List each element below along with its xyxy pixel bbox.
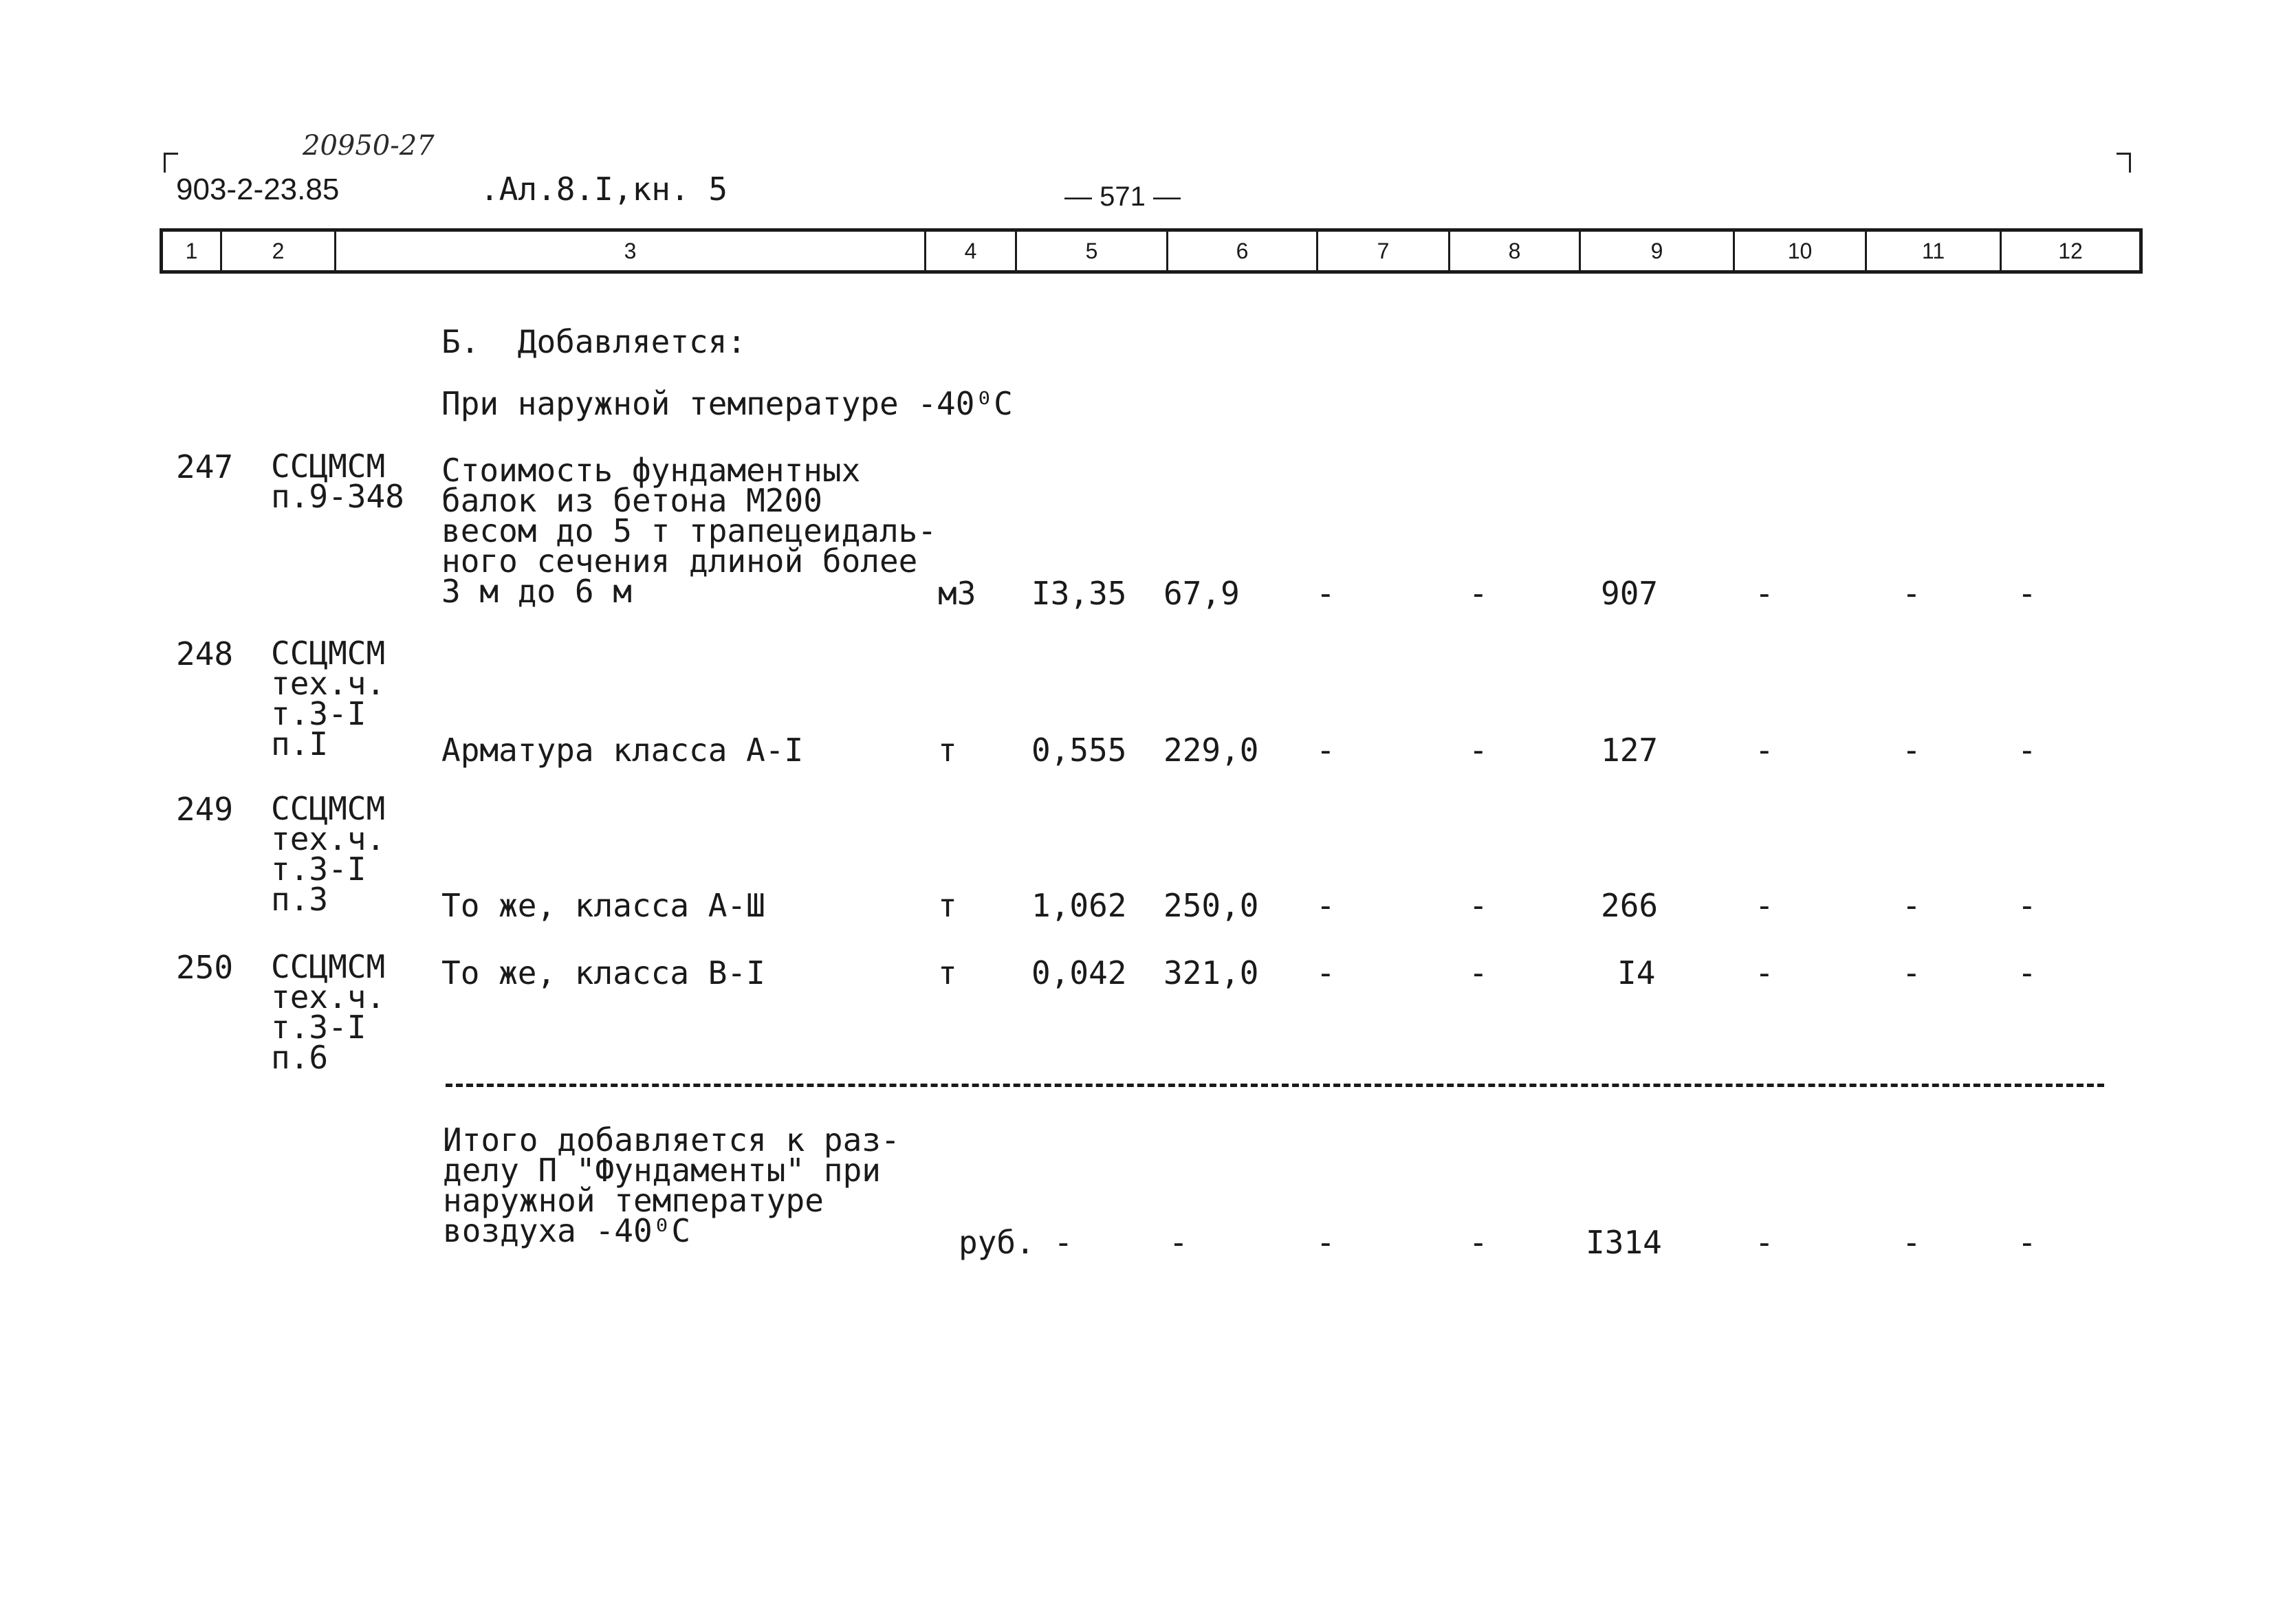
column-number: 4	[926, 232, 1017, 270]
row-col8: -	[1469, 575, 1488, 612]
row-unit: м3	[938, 575, 976, 612]
row-col8: -	[1469, 732, 1488, 769]
column-number: 5	[1017, 232, 1168, 270]
row-col12: -	[2018, 575, 2037, 612]
column-number-row	[160, 228, 2143, 274]
column-number: 3	[336, 232, 926, 270]
total-amount: I314	[1586, 1224, 1662, 1261]
row-unit: т	[938, 954, 957, 991]
row-reference: ССЦМСМ п.9-348	[271, 448, 404, 515]
handwritten-number: 20950-27	[303, 130, 435, 162]
row-col12: -	[2018, 954, 2037, 991]
row-col8: -	[1469, 887, 1488, 924]
total-col11: -	[1902, 1224, 1921, 1261]
total-col10: -	[1755, 1224, 1774, 1261]
row-description: Стоимость фундаментных балок из бетона М200 весом до 5 т трапецеидаль- ного сечения длиной более 3 м до 6 м	[441, 452, 937, 610]
row-quantity: 0,555	[1031, 732, 1127, 769]
row-col12: -	[2018, 887, 2037, 924]
column-number: 1	[163, 232, 222, 270]
row-col7: -	[1316, 575, 1335, 612]
section-subheading: При наружной температуре -40⁰С	[441, 385, 1013, 422]
row-number: 250	[176, 949, 234, 986]
row-quantity: 0,042	[1031, 954, 1127, 991]
row-unit-price: 229,0	[1163, 732, 1259, 769]
row-reference: ССЦМСМ тех.ч. т.3-I п.3	[271, 790, 386, 918]
column-number: 10	[1735, 232, 1867, 270]
corner-mark-right	[2117, 153, 2131, 173]
row-col11: -	[1902, 887, 1921, 924]
row-col7: -	[1316, 954, 1335, 991]
row-unit-price: 67,9	[1163, 575, 1240, 612]
total-unit: руб. -	[959, 1224, 1073, 1261]
row-unit-price: 321,0	[1163, 954, 1259, 991]
row-col10: -	[1755, 732, 1774, 769]
document-code: 903-2-23.85	[176, 173, 340, 206]
row-total: 266	[1601, 887, 1659, 924]
page-number: — 571 —	[1064, 182, 1181, 212]
row-unit: т	[938, 732, 957, 769]
row-number: 249	[176, 791, 234, 828]
row-description: Арматура класса А-I	[441, 732, 804, 769]
total-col8: -	[1469, 1224, 1488, 1261]
total-col12: -	[2018, 1224, 2037, 1261]
row-col7: -	[1316, 887, 1335, 924]
column-number: 8	[1450, 232, 1581, 270]
column-number: 2	[222, 232, 336, 270]
section-heading: Б. Добавляется:	[441, 323, 747, 360]
row-description: То же, класса А-Ш	[441, 887, 765, 924]
column-number: 12	[2058, 238, 2083, 263]
total-col6: -	[1169, 1224, 1188, 1261]
row-col7: -	[1316, 732, 1335, 769]
corner-mark-left	[164, 153, 178, 173]
row-description: То же, класса В-I	[441, 954, 765, 991]
row-number: 247	[176, 448, 234, 485]
row-quantity: 1,062	[1031, 887, 1127, 924]
album-reference: .Ал.8.I,кн. 5	[480, 171, 728, 208]
row-quantity: I3,35	[1031, 575, 1127, 612]
row-unit: т	[938, 887, 957, 924]
row-reference: ССЦМСМ тех.ч. т.3-I п.6	[271, 948, 386, 1076]
column-number: 9	[1581, 232, 1735, 270]
row-total: 907	[1601, 575, 1659, 612]
row-col11: -	[1902, 954, 1921, 991]
total-description: Итого добавляется к раз- делу П "Фундаменты" при наружной температуре воздуха -40⁰С	[443, 1121, 900, 1249]
total-separator-rule	[446, 1084, 2104, 1087]
row-col10: -	[1755, 887, 1774, 924]
row-number: 248	[176, 635, 234, 672]
row-col10: -	[1755, 954, 1774, 991]
column-number: 7	[1318, 232, 1450, 270]
row-col11: -	[1902, 732, 1921, 769]
row-total: I4	[1617, 954, 1656, 991]
row-col8: -	[1469, 954, 1488, 991]
total-col7: -	[1316, 1224, 1335, 1261]
column-number: 11	[1867, 232, 2002, 270]
column-number: 6	[1168, 232, 1318, 270]
row-col11: -	[1902, 575, 1921, 612]
row-col12: -	[2018, 732, 2037, 769]
row-unit-price: 250,0	[1163, 887, 1259, 924]
row-col10: -	[1755, 575, 1774, 612]
row-total: 127	[1601, 732, 1659, 769]
row-reference: ССЦМСМ тех.ч. т.3-I п.I	[271, 635, 386, 762]
